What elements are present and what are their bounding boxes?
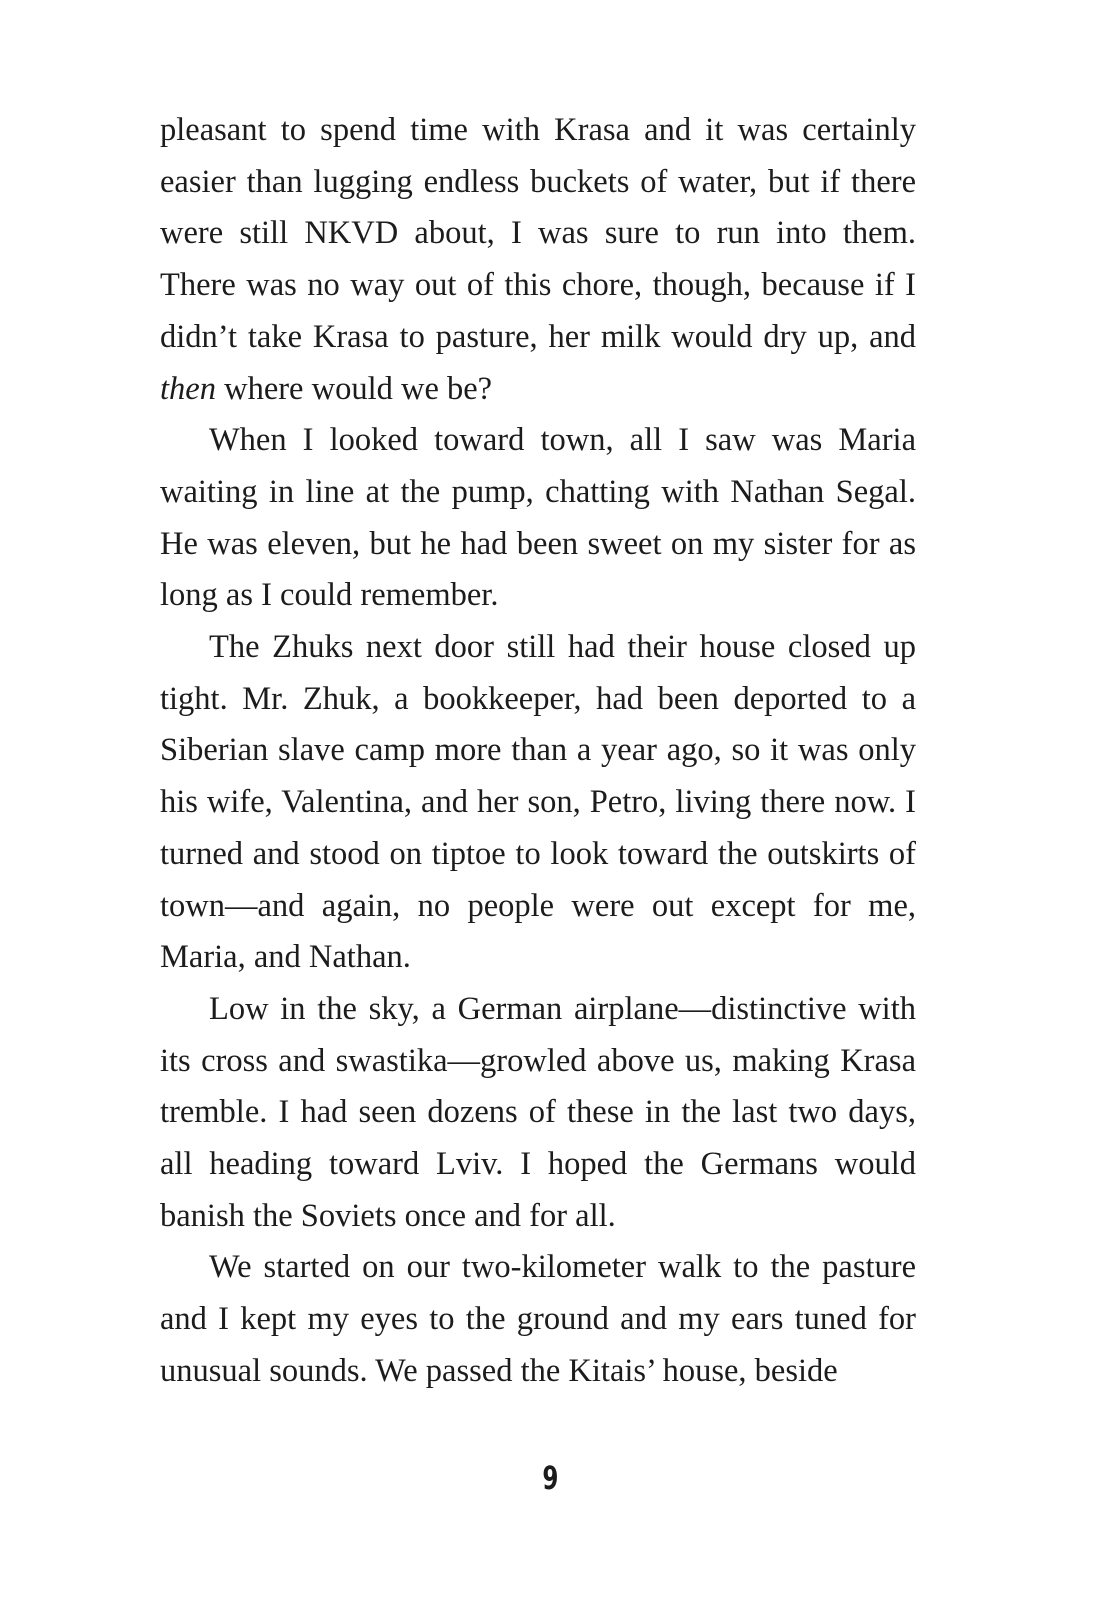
paragraph-1	[160, 105, 916, 415]
paragraph-1-text-a: pleasant to spend time with Krasa and it was certainly easier than lugging endless buckets of water, but if there were still NKVD about, I was sure to run into them. There was no way out of this chore, though, because if I didn’t take Krasa to pasture, her milk would dry up, and	[160, 112, 916, 355]
paragraph-2: When I looked toward town, all I saw was Maria waiting in line at the pump, chatting with Nathan Segal. He was eleven, but he had been sweet on my sister for as long as I could remember.	[160, 422, 916, 614]
paragraph-5: We started on our two-kilometer walk to the pasture and I kept my eyes to the ground and my ears tuned for unusual sounds. We passed the Kitais’ house, beside	[160, 1249, 916, 1389]
paragraph-1-text-b: where would we be?	[215, 370, 493, 407]
paragraph-3: The Zhuks next door still had their house closed up tight. Mr. Zhuk, a bookkeeper, had been deported to a Siberian slave camp more than a year ago, so it was only his wife, Valentina, and her son, Petro, living there now. I turned and stood on tiptoe to look toward the outskirts of town—and again, no people were out except for me, Maria, and Nathan.	[160, 629, 916, 976]
emphasis-then: then	[160, 370, 216, 407]
page-number: 9	[542, 1459, 559, 1497]
paragraph-4: Low in the sky, a German airplane—distinctive with its cross and swastika—growled above us, making Krasa tremble. I had seen dozens of these in the last two days, all heading toward Lviv. I hoped the Germans would banish the Soviets once and for all.	[160, 990, 916, 1234]
body-text	[160, 105, 916, 1398]
